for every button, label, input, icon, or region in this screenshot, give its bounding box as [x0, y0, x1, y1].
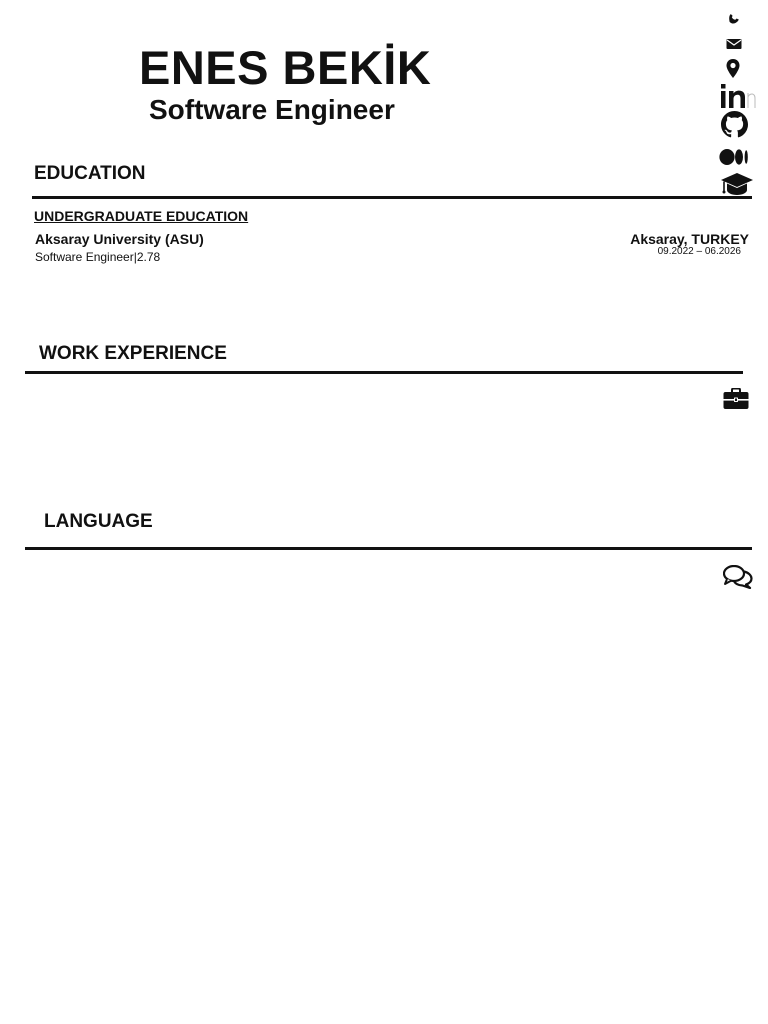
speech-bubbles-icon — [723, 565, 753, 589]
education-divider — [32, 196, 752, 199]
language-heading: LANGUAGE — [44, 511, 153, 532]
resume-name: ENES BEKİK — [139, 41, 432, 94]
education-degree: Software Engineer|2.78 — [35, 250, 161, 264]
education-location: Aksaray, TURKEY — [630, 231, 749, 247]
education-subheading: UNDERGRADUATE EDUCATION — [34, 208, 249, 224]
email-icon[interactable] — [726, 38, 742, 50]
language-divider — [25, 547, 752, 550]
medium-icon[interactable] — [719, 148, 749, 166]
phone-icon[interactable] — [726, 10, 742, 26]
resume-title: Software Engineer — [149, 94, 395, 125]
linkedin-icon[interactable] — [721, 84, 757, 108]
education-dates: 09.2022 – 06.2026 — [657, 246, 741, 257]
education-heading: EDUCATION — [34, 163, 146, 184]
work-experience-divider — [25, 371, 743, 374]
github-icon[interactable] — [721, 111, 748, 138]
location-pin-icon[interactable] — [726, 59, 740, 79]
work-experience-heading: WORK EXPERIENCE — [39, 343, 227, 364]
briefcase-icon — [723, 388, 749, 410]
graduation-cap-icon[interactable] — [720, 172, 754, 198]
education-institution: Aksaray University (ASU) — [35, 231, 204, 247]
